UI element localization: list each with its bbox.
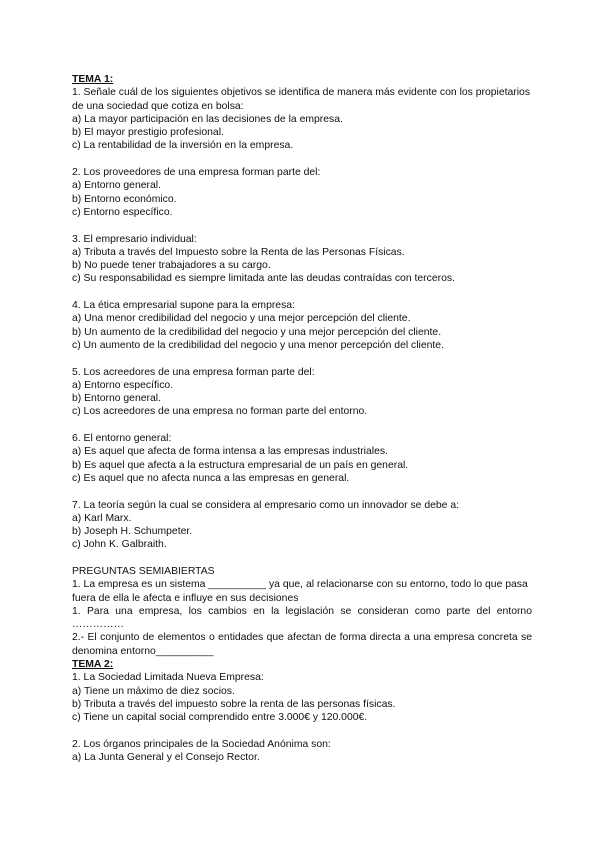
question-2: 2. Los proveedores de una empresa forman parte del: [72, 167, 321, 179]
question-7-option-c: c) John K. Galbraith. [72, 539, 167, 551]
question-1: 1. Señale cuál de los siguientes objetivos se identifica de manera más evidente con los propietarios de una sociedad que cotiza en bolsa: [72, 87, 531, 112]
spacer [72, 153, 532, 166]
question-6-option-b: b) Es aquel que afecta a la estructura empresarial de un país en general. [72, 459, 409, 471]
document-page [72, 73, 532, 764]
question-7-option-a: a) Karl Marx. [72, 512, 132, 524]
question-3-option-b: b) No puede tener trabajadores a su cargo. [72, 260, 271, 272]
semiopen-heading: PREGUNTAS SEMIABIERTAS [72, 565, 215, 577]
tema2-question-1-option-a: a) Tiene un máximo de diez socios. [72, 685, 235, 697]
question-6: 6. El entorno general: [72, 433, 172, 445]
question-7: 7. La teoría según la cual se considera al empresario como un innovador se debe a: [72, 499, 460, 511]
question-5: 5. Los acreedores de una empresa forman parte del: [72, 366, 315, 378]
spacer [72, 485, 532, 498]
semiopen-item-1: 1. La empresa es un sistema __________ ya que, al relacionarse con su entorno, todo lo que pasa fuera de ella le afecta e influye en sus decisiones [72, 579, 528, 604]
question-1-option-c: c) La rentabilidad de la inversión en la empresa. [72, 140, 294, 152]
question-5-option-b: b) Entorno general. [72, 393, 161, 405]
semiopen-item-2: 1. Para una empresa, los cambios en la legislación se consideran como parte del entorno …………… [72, 605, 532, 631]
question-4-option-b: b) Un aumento de la credibilidad del negocio y una mejor percepción del cliente. [72, 326, 442, 338]
question-3: 3. El empresario individual: [72, 233, 197, 245]
question-7-option-b: b) Joseph H. Schumpeter. [72, 526, 193, 538]
tema2-question-1-option-c: c) Tiene un capital social comprendido entre 3.000€ y 120.000€. [72, 712, 368, 724]
tema2-question-2: 2. Los órganos principales de la Sociedad Anónima son: [72, 738, 331, 750]
question-4-option-c: c) Un aumento de la credibilidad del negocio y una menor percepción del cliente. [72, 339, 444, 351]
spacer [72, 725, 532, 738]
spacer [72, 286, 532, 299]
spacer [72, 219, 532, 232]
question-3-option-c: c) Su responsabilidad es siempre limitada ante las deudas contraídas con terceros. [72, 273, 455, 285]
tema2-question-1: 1. La Sociedad Limitada Nueva Empresa: [72, 672, 264, 684]
question-2-option-c: c) Entorno específico. [72, 206, 173, 218]
spacer [72, 352, 532, 365]
spacer [72, 552, 532, 565]
question-5-option-a: a) Entorno específico. [72, 379, 174, 391]
question-3-option-a: a) Tributa a través del Impuesto sobre la Renta de las Personas Físicas. [72, 246, 405, 258]
question-4-option-a: a) Una menor credibilidad del negocio y una mejor percepción del cliente. [72, 313, 411, 325]
question-4: 4. La ética empresarial supone para la empresa: [72, 300, 295, 312]
tema2-question-2-option-a: a) La Junta General y el Consejo Rector. [72, 752, 260, 764]
tema2-question-1-option-b: b) Tributa a través del impuesto sobre la renta de las personas físicas. [72, 698, 396, 710]
question-1-option-a: a) La mayor participación en las decisiones de la empresa. [72, 113, 343, 125]
question-1-option-b: b) El mayor prestigio profesional. [72, 127, 224, 139]
tema-2-title: TEMA 2: [72, 659, 114, 671]
spacer [72, 419, 532, 432]
question-2-option-b: b) Entorno económico. [72, 193, 177, 205]
semiopen-item-3: 2.- El conjunto de elementos o entidades que afectan de forma directa a una empresa concreta se denomina entorno__________ [72, 632, 532, 657]
question-5-option-c: c) Los acreedores de una empresa no forman parte del entorno. [72, 406, 368, 418]
question-6-option-a: a) Es aquel que afecta de forma intensa a las empresas industriales. [72, 446, 388, 458]
tema-1-title: TEMA 1: [72, 74, 114, 85]
question-2-option-a: a) Entorno general. [72, 180, 161, 192]
question-6-option-c: c) Es aquel que no afecta nunca a las empresas en general. [72, 472, 350, 484]
